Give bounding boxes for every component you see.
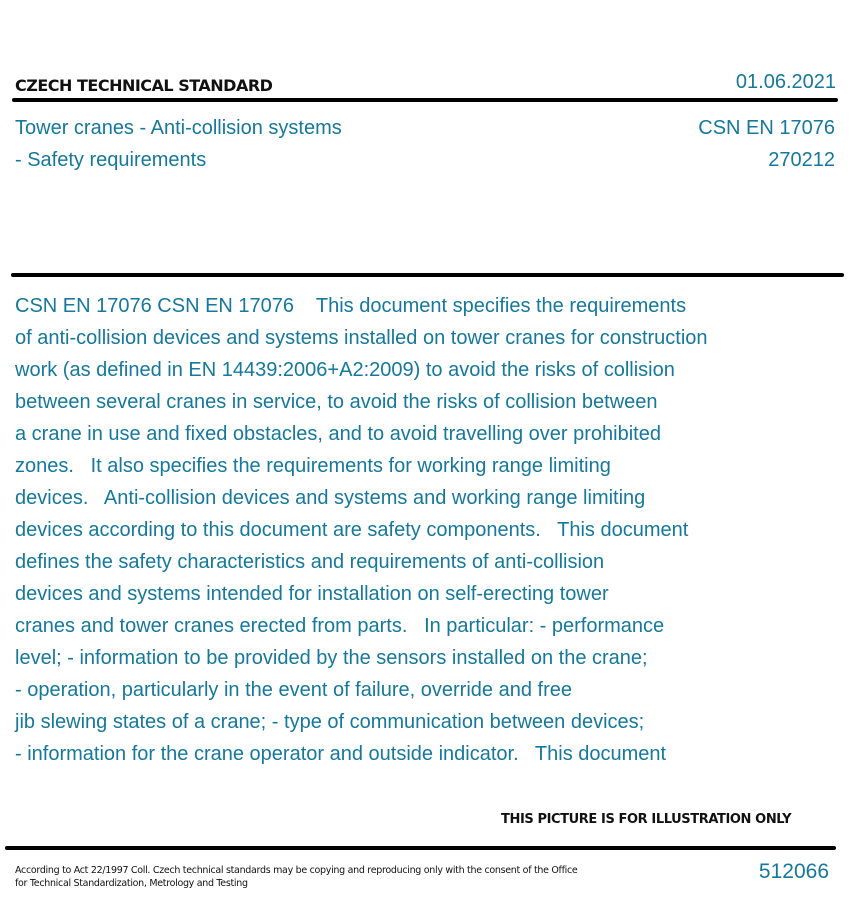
abstract-line: a crane in use and fixed obstacles, and to avoid travelling over prohibited bbox=[15, 423, 661, 445]
abstract-line: - operation, particularly in the event of failure, override and free bbox=[15, 679, 572, 701]
title-divider bbox=[11, 273, 844, 277]
abstract-line: defines the safety characteristics and requirements of anti-collision bbox=[15, 551, 605, 573]
abstract-line: devices and systems intended for installation on self-erecting tower bbox=[15, 583, 609, 605]
standard-title-line-2: - Safety requirements bbox=[15, 149, 207, 171]
abstract-line: work (as defined in EN 14439:2006+A2:2009) to avoid the risks of collision bbox=[15, 359, 675, 381]
legal-notice-line-2: for Technical Standardization, Metrology and Testing bbox=[15, 878, 248, 889]
illustration-disclaimer: THIS PICTURE IS FOR ILLUSTRATION ONLY bbox=[501, 812, 792, 827]
abstract-text bbox=[15, 290, 708, 770]
abstract-line: jib slewing states of a crane; - type of communication between devices; bbox=[15, 711, 645, 733]
legal-notice-line-1: According to Act 22/1997 Coll. Czech technical standards may be copying and reproducing only with the consent of the Office bbox=[15, 865, 578, 876]
classification-code: 270212 bbox=[768, 149, 835, 171]
standard-code: CSN EN 17076 bbox=[698, 117, 835, 139]
abstract-line: of anti-collision devices and systems installed on tower cranes for construction bbox=[15, 327, 708, 349]
document-number: 512066 bbox=[758, 860, 829, 883]
publication-date: 01.06.2021 bbox=[735, 71, 836, 93]
abstract-line: between several cranes in service, to avoid the risks of collision between bbox=[15, 391, 658, 413]
document-type-heading: CZECH TECHNICAL STANDARD bbox=[15, 76, 273, 95]
abstract-line: CSN EN 17076 CSN EN 17076 This document specifies the requirements bbox=[15, 295, 687, 317]
abstract-line: - information for the crane operator and outside indicator. This document bbox=[15, 743, 667, 765]
footer-divider bbox=[5, 846, 836, 850]
abstract-line: level; - information to be provided by the sensors installed on the crane; bbox=[15, 647, 648, 669]
legal-notice bbox=[15, 864, 577, 890]
abstract-line: devices. Anti-collision devices and systems and working range limiting bbox=[15, 487, 646, 509]
abstract-line: zones. It also specifies the requirements for working range limiting bbox=[15, 455, 611, 477]
header-divider bbox=[12, 98, 838, 102]
standard-title-line-1: Tower cranes - Anti-collision systems bbox=[15, 117, 342, 139]
abstract-line: devices according to this document are safety components. This document bbox=[15, 519, 689, 541]
abstract-line: cranes and tower cranes erected from parts. In particular: - performance bbox=[15, 615, 665, 637]
